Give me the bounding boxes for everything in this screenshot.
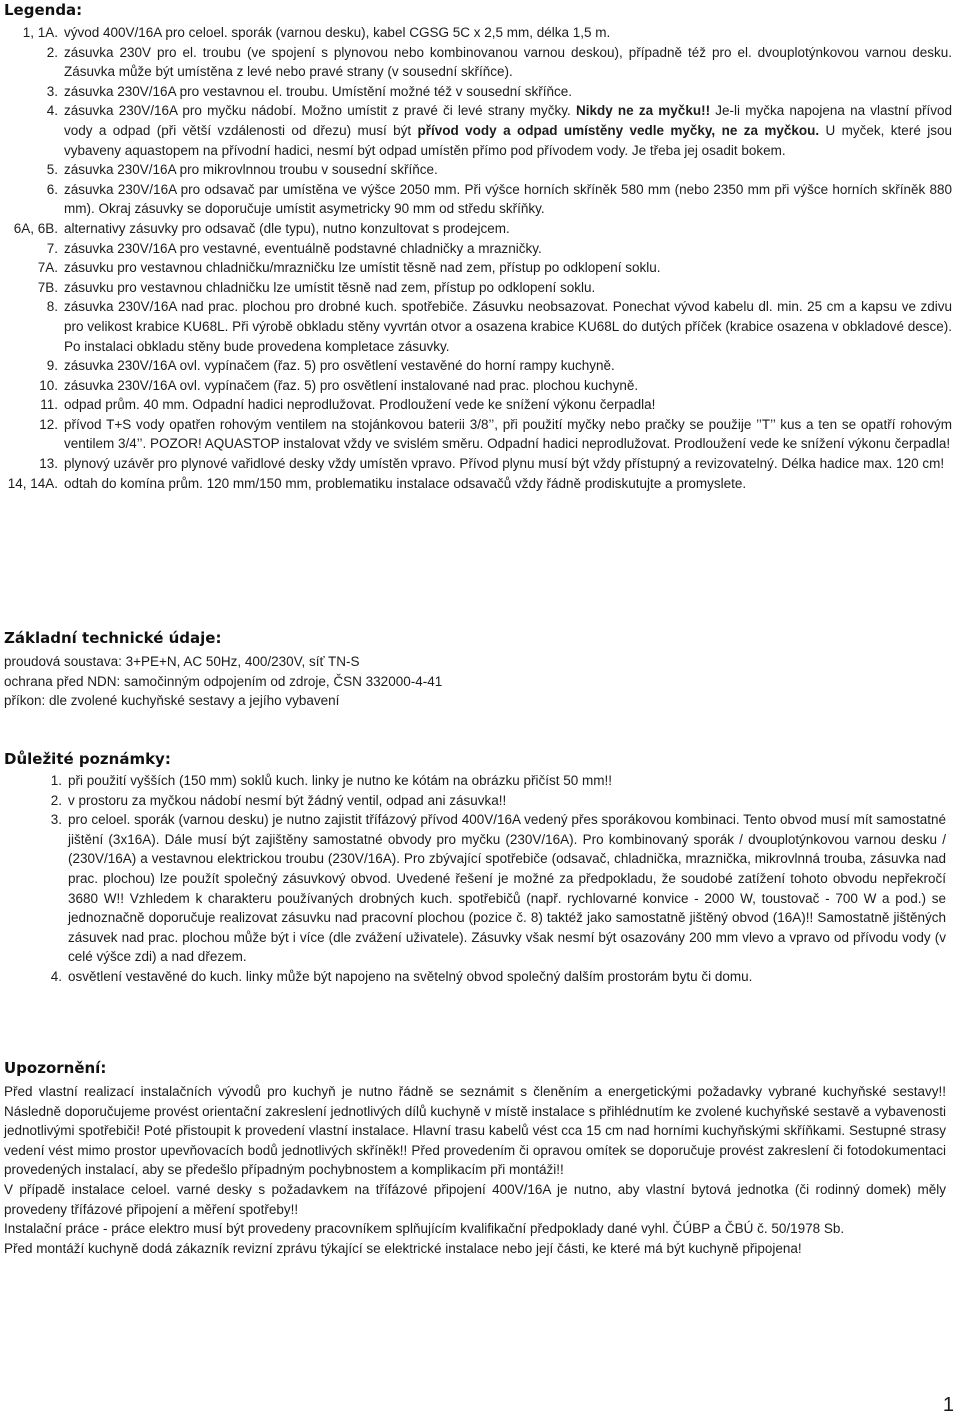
item-text: zásuvka 230V/16A pro vestavnou el. troubu. Umístění možné též v sousední skříňce. bbox=[64, 83, 573, 99]
note-item bbox=[4, 791, 946, 811]
list-item bbox=[0, 454, 952, 474]
legend-list bbox=[0, 23, 952, 493]
warning-paragraph: Instalační práce - práce elektro musí být provedeny pracovníkem splňujícím kvalifikační předpoklady dané vyhl. ČÚBP a ČBÚ č. 50/1978 Sb. bbox=[4, 1221, 845, 1237]
item-text: odpad prům. 40 mm. Odpadní hadici neprodlužovat. Prodloužení vede ke snížení výkonu čerpadla! bbox=[64, 397, 656, 413]
technical-data-line: příkon: dle zvolené kuchyňské sestavy a jejího vybavení bbox=[4, 693, 340, 709]
list-item bbox=[0, 82, 952, 102]
list-item bbox=[0, 297, 952, 356]
list-item bbox=[0, 239, 952, 259]
note-text: při použití vyšších (150 mm) soklů kuch. linky je nutno ke kótám na obrázku přičíst 50 mm!! bbox=[68, 773, 612, 788]
technical-data-line: ochrana před NDN: samočinným odpojením od zdroje, ČSN 332000-4-41 bbox=[4, 673, 443, 689]
note-number: 3. bbox=[50, 812, 62, 828]
note-item bbox=[4, 771, 946, 791]
item-text: zásuvka 230V/16A nad prac. plochou pro drobné kuch. spotřebiče. Zásuvku neobsazovat. Ponechat vývod kabelu dl. min. 25 cm a kapsu ve zdivu pro velikost krabice KU68L. Při výrobě obkladu stěny vyvrtán otvor a osazena krabice KU68L do dutých příček (krabice osazena v obkladové desce). Po instalaci obkladu stěny bude provedena kompletace zásuvky. bbox=[64, 299, 952, 354]
item-text: zásuvka 230V/16A ovl. vypínačem (řaz. 5) pro osvětlení vestavěné do horní rampy kuchyně. bbox=[64, 358, 615, 374]
note-item bbox=[4, 967, 946, 987]
item-text: plynový uzávěr pro plynové vařidlové desky vždy umístěn vpravo. Přívod plynu musí být vždy přístupný a revizovatelný. Délka hadice max. 120 cm! bbox=[64, 456, 945, 472]
list-item bbox=[0, 180, 952, 219]
item-number: 7. bbox=[46, 240, 58, 256]
item-number: 7A. bbox=[37, 260, 58, 276]
list-item bbox=[0, 356, 952, 376]
item-number: 2. bbox=[46, 44, 58, 60]
list-item bbox=[0, 23, 952, 43]
technical-data-title: Základní technické údaje: bbox=[4, 629, 222, 647]
note-text: osvětlení vestavěné do kuch. linky může být napojeno na světelný obvod společný dalším prostorám bytu či domu. bbox=[68, 968, 753, 984]
item-number: 3. bbox=[46, 83, 58, 99]
item-text-part: zásuvka 230V/16A pro myčku nádobí. Možno umístit z pravé či levé strany myčky. bbox=[64, 103, 571, 119]
important-notes-title: Důležité poznámky: bbox=[4, 750, 171, 768]
warning-title: Upozornění: bbox=[4, 1059, 107, 1077]
item-text: zásuvka 230V/16A ovl. vypínačem (řaz. 5) pro osvětlení instalované nad prac. plochou kuchyně. bbox=[64, 377, 639, 393]
list-item bbox=[0, 395, 952, 415]
item-number: 5. bbox=[46, 162, 58, 178]
item-text-part: U myček, které jsou vybaveny aquastopem na přívodní hadici, nesmí být odpad umístěn přímo pod přívodem vody. Je třeba jej osadit bokem. bbox=[64, 122, 952, 158]
item-number: 13. bbox=[39, 456, 58, 472]
list-item bbox=[0, 160, 952, 180]
item-number: 4. bbox=[46, 103, 58, 119]
item-text: přívod T+S vody opatřen rohovým ventilem na stojánkovou baterii 3/8’’, při použití myčky nebo pračky se použije ’’T’’ kus a ten se opatří rohovým ventilem 3/4’’. POZOR! AQUASTOP instalovat vždy ve svislém směru. Odpadní hadici neprodlužovat. Prodloužení vede ke snížení výkonu čerpadla! bbox=[64, 416, 952, 452]
item-text: zásuvku pro vestavnou chladničku/mrazničku lze umístit těsně nad zem, přístup po odklopení soklu. bbox=[64, 260, 661, 276]
warning-paragraph: V případě instalace celoel. varné desky s požadavkem na třífázové připojení 400V/16A je nutno, aby vlastní bytová jednotka (či rodinný domek) měly provedeny třífázové připojení a měření spotřeby!! bbox=[4, 1181, 946, 1217]
item-number: 8. bbox=[46, 299, 58, 315]
warning-paragraph: Před vlastní realizací instalačních vývodů pro kuchyň je nutno řádně se seznámit s členěním a energetickými požadavky vybrané kuchyňské sestavy!! Následně doporučujeme provést orientační zakreslení jednotlivých dílů kuchyně v místě instalace s přihlédnutím ke zvolené kuchyňské sestavě a vybavenosti jednotlivými spotřebiči! Poté přistoupit k provedení vlastní instalace. Hlavní trasu kabelů vést cca 15 cm nad horními kuchyňskými skříňkami. Sestupné strasy vedení vést mimo prostor upevňovacích bodů jednotlivých skříněk!! Před provedením či opravou omítek se doporučuje provést zakreslení či fotodokumentaci provedených instalací, aby se předešlo případným pochybnostem a komplikacím při montáži!! bbox=[4, 1084, 946, 1178]
important-notes-section bbox=[4, 749, 946, 987]
item-text bbox=[64, 101, 952, 160]
legend-title: Legenda: bbox=[4, 1, 83, 19]
list-item bbox=[0, 258, 952, 278]
item-number: 11. bbox=[40, 397, 58, 413]
page-number: 1 bbox=[942, 1394, 954, 1416]
note-number: 2. bbox=[50, 792, 62, 808]
item-text: zásuvka 230V/16A pro vestavné, eventuálně podstavné chladničky a mrazničky. bbox=[64, 240, 542, 256]
item-text: zásuvka 230V/16A pro mikrovlnnou troubu v sousední skříňce. bbox=[64, 162, 438, 178]
item-number: 6A, 6B. bbox=[13, 220, 58, 236]
list-item bbox=[0, 278, 952, 298]
technical-data-line: proudová soustava: 3+PE+N, AC 50Hz, 400/230V, síť TN-S bbox=[4, 654, 360, 669]
item-text: alternativy zásuvky pro odsavač (dle typu), nutno konzultovat s prodejcem. bbox=[64, 220, 510, 236]
item-warning-bold: přívod vody a odpad umístěny vedle myčky, ne za myčkou. bbox=[417, 122, 820, 138]
item-number: 9. bbox=[46, 358, 58, 374]
list-item bbox=[0, 474, 952, 494]
note-item bbox=[4, 810, 946, 967]
note-text: pro celoel. sporák (varnou desku) je nutno zajistit třífázový přívod 400V/16A vedený přes sporákovou kombinaci. Tento obvod musí mít samostatné jištění (3x16A). Dále musí být zajištěny samostatné obvody pro myčku (230V/16A). Pro kombinovaný sporák / dvouplotýnkovou varnou desku / (230V/16A) a vestavnou elektrickou troubu (230V/16A). Pro zbývající spotřebiče (odsavač, chladnička, mraznička, mikrovlnná trouba, zásuvka nad prac. plochou) lze použít společný zásuvkový obvod. Uvedené řešení je možné za předpokladu, že soudobé zatížení tohoto obvodu nepřekročí 3680 W!! Vzhledem k charakteru používaných drobných kuch. spotřebičů (např. rychlovarné konvice - 2000 W, toustovač - 700 W a pod.) se jednoznačně doporučuje realizovat zásuvku nad pracovní plochou (pozice č. 8) taktéž jako samostatně jištěný obvod (16A)!! Samostatně jištěných zásuvek nad prac. plochou může být i více (dle zvážení uživatele). Zásuvky však nesmí být osazovány 200 mm vlevo a vpravo od přívodu vody (v celé výšce zdi) a nad dřezem. bbox=[68, 812, 946, 965]
item-text: zásuvka 230V pro el. troubu (ve spojení s plynovou nebo kombinovanou varnou deskou), případně též pro el. dvouplotýnkovou varnou desku. Zásuvka může být umístěna z levé nebo pravé strany (v sousední skříňce). bbox=[64, 44, 952, 80]
list-item bbox=[0, 376, 952, 396]
item-number: 6. bbox=[46, 181, 58, 197]
item-number: 10. bbox=[39, 377, 58, 393]
item-number: 14, 14A. bbox=[7, 475, 58, 491]
list-item bbox=[0, 219, 952, 239]
item-warning-bold: Nikdy ne za myčku!! bbox=[576, 103, 711, 119]
list-item bbox=[0, 43, 952, 82]
note-number: 4. bbox=[50, 968, 62, 984]
item-number: 12. bbox=[39, 416, 58, 432]
list-item bbox=[0, 101, 952, 160]
list-item bbox=[0, 415, 952, 454]
item-number: 7B. bbox=[37, 279, 58, 295]
item-text: zásuvka 230V/16A pro odsavač par umístěna ve výšce 2050 mm. Při výšce horních skříněk 580 mm (nebo 2350 mm při výšce horních skříněk 880 mm). Okraj zásuvky se doporučuje umístit asymetricky 90 mm od středu skříňky. bbox=[64, 181, 952, 217]
item-number: 1, 1A. bbox=[22, 25, 58, 40]
warning-paragraph: Před montáží kuchyně dodá zákazník revizní zprávu týkající se elektrické instalace nebo její části, ke které má být kuchyně připojena! bbox=[4, 1240, 802, 1256]
note-text: v prostoru za myčkou nádobí nesmí být žádný ventil, odpad ani zásuvka!! bbox=[68, 792, 507, 808]
item-text: zásuvku pro vestavnou chladničku lze umístit těsně nad zem, přístup po odklopení soklu. bbox=[64, 279, 596, 295]
item-text: odtah do komína prům. 120 mm/150 mm, problematiku instalace odsavačů vždy řádně prodiskutujte a promyslete. bbox=[64, 475, 747, 491]
note-number: 1. bbox=[50, 773, 62, 788]
item-text-part: Je-li myčka napojena na vlastní přívod vody a odpad (při větší vzdálenosti od dřezu) musí být bbox=[64, 103, 953, 138]
technical-data-section bbox=[4, 628, 946, 711]
warning-section bbox=[4, 1058, 946, 1258]
item-text: vývod 400V/16A pro celoel. sporák (varnou desku), kabel CGSG 5C x 2,5 mm, délka 1,5 m. bbox=[64, 25, 611, 40]
